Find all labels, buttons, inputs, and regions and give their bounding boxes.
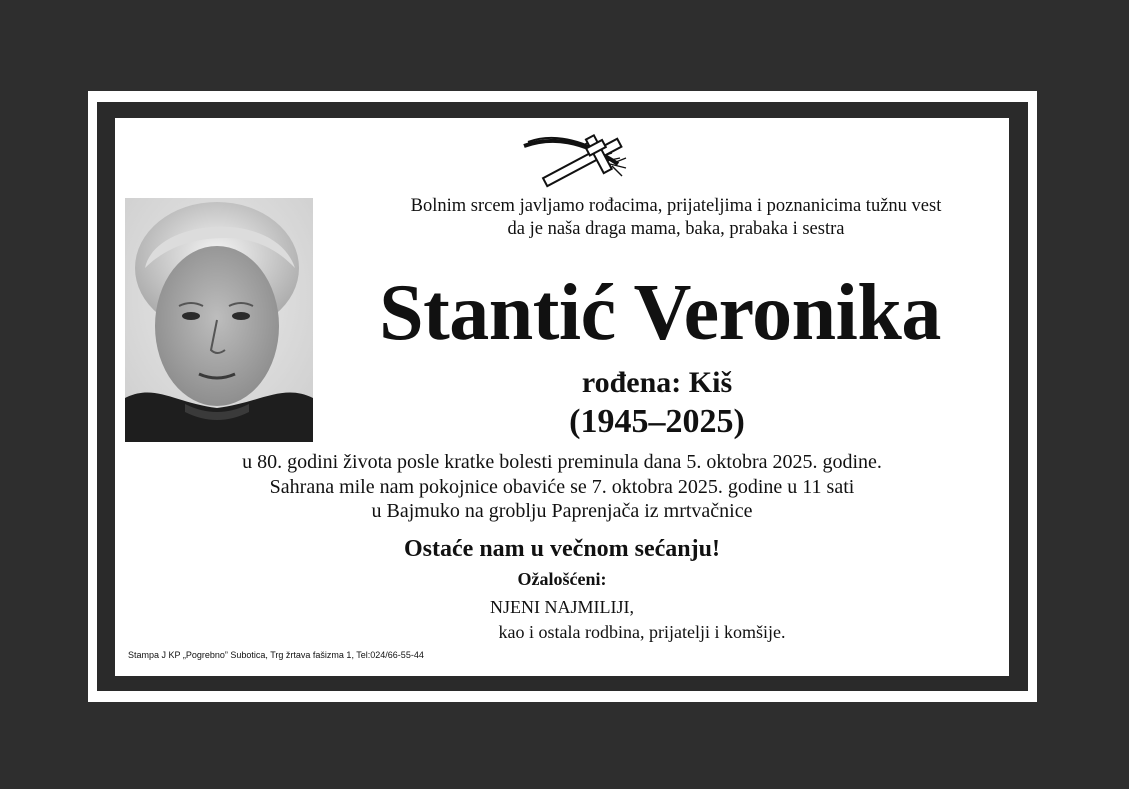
print-credit: Stampa J KP „Pogrebno” Subotica, Trg žrtava fašizma 1, Tel:024/66-55-44 [128, 650, 424, 660]
deceased-name: Stantić Veronika [379, 269, 941, 357]
mourners-label: Ožalošćeni: [517, 569, 607, 589]
intro-line-2: da je naša draga mama, baka, prabaka i sestra [507, 219, 845, 239]
cross-with-palm-icon [522, 128, 632, 190]
portrait-photo [125, 198, 313, 442]
life-years: (1945–2025) [569, 403, 745, 440]
intro-line-1: Bolnim srcem javljamo rođacima, prijateljima i poznanicima tužnu vest [410, 196, 942, 216]
funeral-location: u Bajmuko na groblju Paprenjača iz mrtvačnice [371, 500, 753, 522]
obituary-card [115, 118, 1009, 676]
funeral-details: Sahrana mile nam pokojnice obaviće se 7. oktobra 2025. godine u 11 sati [269, 476, 855, 498]
remembrance-text: Ostaće nam u večnom sećanju! [404, 536, 720, 562]
mourners-line-1: NJENI NAJMILIJI, [490, 597, 634, 617]
death-details: u 80. godini života posle kratke bolesti preminula dana 5. oktobra 2025. godine. [242, 451, 882, 473]
maiden-name: rođena: Kiš [581, 366, 733, 399]
mourners-line-2: kao i ostala rodbina, prijatelji i komšije. [498, 622, 786, 642]
